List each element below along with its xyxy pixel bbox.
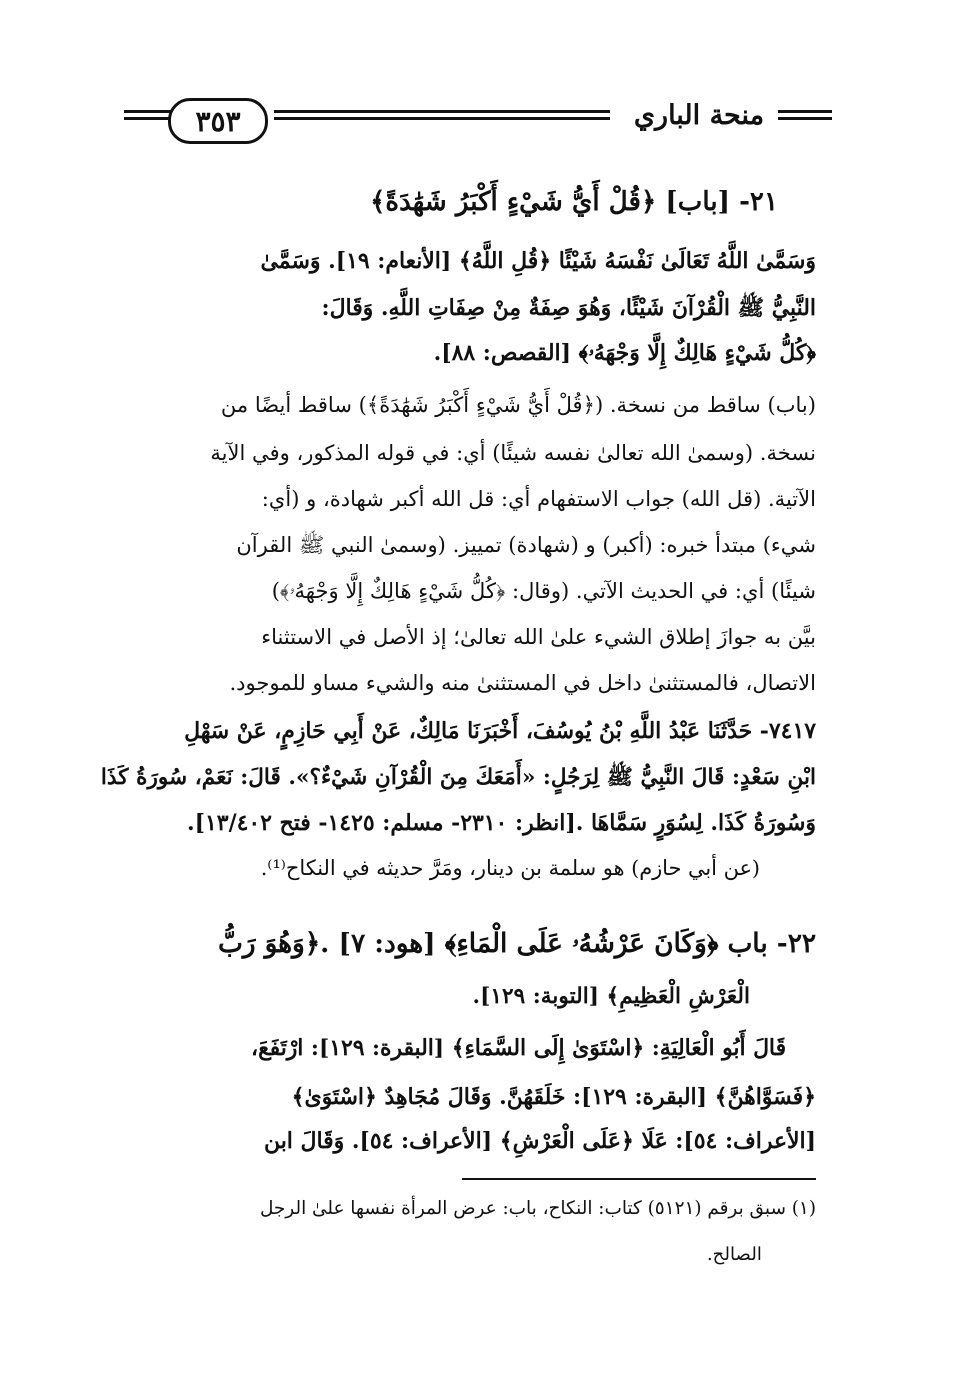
commentary-line: نسخة. (وسمىٰ الله تعالىٰ نفسه شيئًا) أي: في قوله المذكور، وفي الآية: [210, 440, 816, 465]
chapter-heading-21: ٢١- [باب] ﴿قُلْ أَيُّ شَيْءٍ أَكْبَرُ شَهَٰدَةً﴾: [370, 186, 778, 217]
commentary-line: شيئًا) أي: في الحديث الآتي. (وقال: ﴿كُلُّ شَيْءٍ هَالِكٌ إِلَّا وَجْهَهُۥ﴾): [271, 578, 816, 603]
footnote-line: (١) سبق برقم (٥١٢١) كتاب: النكاح، باب: عرض المرأة نفسها علىٰ الرجل: [259, 1198, 816, 1219]
commentary-line: (باب) ساقط من نسخة. (﴿قُلْ أَيُّ شَيْءٍ أَكْبَرُ شَهَٰدَةً﴾) ساقط أيضًا من: [220, 392, 816, 417]
verse-line: ﴿كُلُّ شَيْءٍ هَالِكٌ إِلَّا وَجْهَهُۥ﴾ [القصص: ٨٨].: [433, 340, 816, 366]
chapter-heading-22: ٢٢- باب ﴿وَكَانَ عَرْشُهُۥ عَلَى الْمَاءِ﴾ [هود: ٧] .﴿وَهُوَ رَبُّ: [217, 928, 816, 959]
hadith-line: ابْنِ سَعْدٍ: قَالَ النَّبِيُّ ﷺ لِرَجُلٍ: «أَمَعَكَ مِنَ الْقُرْآنِ شَيْءٌ؟». قَالَ: نَعَمْ، سُورَةُ كَذَا: [100, 765, 816, 790]
verse-line: [الأعراف: ٥٤]: عَلَا ﴿عَلَى الْعَرْشِ﴾ [الأعراف: ٥٤]. وَقَالَ ابن: [264, 1128, 816, 1154]
commentary-line: بيَّن به جوازَ إطلاق الشيء علىٰ الله تعالىٰ؛ إذ الأصل في الاستثناء: [261, 624, 816, 649]
commentary-line: الآتية. (قل الله) جواب الاستفهام أي: قل الله أكبر شهادة، و (أي:: [261, 486, 816, 511]
page-number: ٣٥٣: [168, 98, 268, 144]
running-title: منحة الباري: [633, 100, 765, 131]
verse-line: النَّبِيُّ ﷺ الْقُرْآنَ شَيْئًا، وَهُوَ صِفَةٌ مِنْ صِفَاتِ اللَّهِ. وَقَالَ:: [321, 295, 816, 321]
footnote-line: الصالح.: [706, 1244, 762, 1265]
verse-line: وَسَمَّىٰ اللَّهُ تَعَالَىٰ نَفْسَهُ شَيْئًا ﴿قُلِ اللَّهُ﴾ [الأنعام: ١٩]. وَسَمَّىٰ: [260, 248, 816, 274]
hadith-line: وَسُورَةُ كَذَا. لِسُوَرٍ سَمَّاهَا .[انظر: ٢٣١٠- مسلم: ١٤٢٥- فتح ١٣/٤٠٢].: [187, 810, 816, 836]
verse-line: الْعَرْشِ الْعَظِيمِ﴾ [التوبة: ١٢٩].: [472, 984, 750, 1009]
header-rule-right: [778, 110, 832, 113]
header-rule-middle: [274, 110, 610, 113]
commentary-line: الاتصال، فالمستثنىٰ داخل في المستثنىٰ منه والشيء مساو للموجود.: [229, 670, 816, 695]
header-rule-left: [124, 110, 172, 113]
verse-line: قَالَ أَبُو الْعَالِيَةِ: ﴿اسْتَوَىٰ إِلَى السَّمَاءِ﴾ [البقرة: ١٢٩]: ارْتَفَعَ،: [251, 1036, 786, 1061]
footnote-separator: [462, 1178, 816, 1180]
hadith-line: ٧٤١٧- حَدَّثَنَا عَبْدُ اللَّهِ بْنُ يُوسُفَ، أَخْبَرَنَا مَالِكٌ، عَنْ أَبِي حَازِمٍ، عَنْ سَهْلِ: [184, 718, 816, 744]
commentary-line: (عن أبي حازم) هو سلمة بن دينار، ومَرَّ حديثه في النكاح⁽¹⁾.: [260, 856, 760, 880]
commentary-line: شيء) مبتدأ خبره: (أكبر) و (شهادة) تمييز. (وسمىٰ النبي ﷺ القرآن: [236, 532, 816, 557]
verse-line: ﴿فَسَوَّاهُنَّ﴾ [البقرة: ١٢٩]: خَلَقَهُنَّ. وَقَالَ مُجَاهِدٌ ﴿اسْتَوَىٰ﴾: [291, 1084, 816, 1110]
